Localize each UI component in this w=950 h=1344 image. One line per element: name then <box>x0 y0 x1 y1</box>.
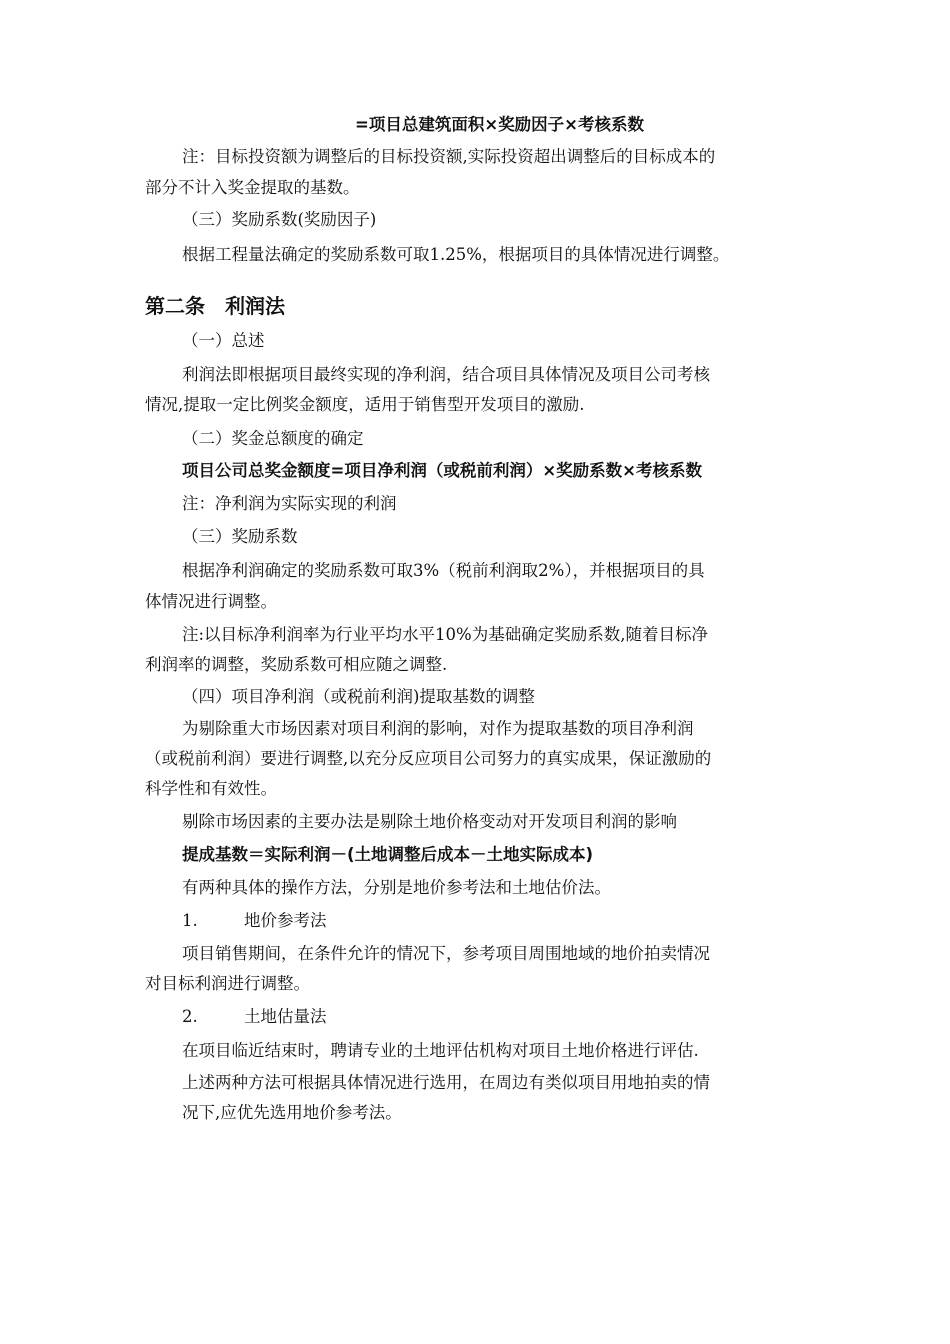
note-1-line-1: 注：目标投资额为调整后的目标投资额,实际投资超出调整后的目标成本的 <box>182 147 716 166</box>
article-2-heading: 第二条 利润法 <box>145 294 285 318</box>
section-3-text: 根据工程量法确定的奖励系数可取1.25%，根据项目的具体情况进行调整。 <box>182 245 730 264</box>
part-3-line-2: 体情况进行调整。 <box>145 592 277 611</box>
part-1-line-1: 利润法即根据项目最终实现的净利润，结合项目具体情况及项目公司考核 <box>182 365 710 384</box>
closing-line-2: 况下,应优先选用地价参考法。 <box>182 1103 402 1122</box>
note-1-line-2: 部分不计入奖金提取的基数。 <box>145 178 360 197</box>
section-3-title: （三）奖励系数(奖励因子) <box>182 210 377 229</box>
method-1-line-2: 对目标利润进行调整。 <box>145 974 310 993</box>
part-4-line-2: （或税前利润）要进行调整,以充分反应项目公司努力的真实成果，保证激励的 <box>145 749 712 768</box>
method-1-line-1: 项目销售期间，在条件允许的情况下，参考项目周围地域的地价拍卖情况 <box>182 944 710 963</box>
closing-line-1: 上述两种方法可根据具体情况进行选用，在周边有类似项目用地拍卖的情 <box>182 1073 710 1092</box>
method-1-title: 地价参考法 <box>244 911 327 930</box>
method-2-line-1: 在项目临近结束时，聘请专业的土地评估机构对项目土地价格进行评估. <box>182 1041 699 1060</box>
method-2-title: 土地估量法 <box>244 1007 327 1026</box>
part-4-formula: 提成基数＝实际利润－(土地调整后成本－土地实际成本) <box>182 845 594 864</box>
part-3-note-line-1: 注:以目标净利润率为行业平均水平10%为基础确定奖励系数,随着目标净 <box>182 625 708 644</box>
formula-top: =项目总建筑面积×奖励因子×考核系数 <box>355 115 644 134</box>
method-1-number: 1. <box>182 911 198 930</box>
part-3-note-line-2: 利润率的调整，奖励系数可相应随之调整. <box>145 655 448 674</box>
part-4-line-5: 有两种具体的操作方法，分别是地价参考法和土地估价法。 <box>182 878 611 897</box>
method-2-title-row <box>182 1002 847 1032</box>
part-3-line-1: 根据净利润确定的奖励系数可取3%（税前利润取2%），并根据项目的具 <box>182 561 705 580</box>
part-4-line-4: 剔除市场因素的主要办法是剔除土地价格变动对开发项目利润的影响 <box>182 812 677 831</box>
part-1-line-2: 情况,提取一定比例奖金额度，适用于销售型开发项目的激励. <box>145 395 585 414</box>
part-2-title: （二）奖金总额度的确定 <box>182 429 364 448</box>
part-1-title: （一）总述 <box>182 331 265 350</box>
part-3-title: （三）奖励系数 <box>182 527 298 546</box>
part-2-formula: 项目公司总奖金额度=项目净利润（或税前利润）×奖励系数×考核系数 <box>182 461 702 480</box>
part-4-title: （四）项目净利润（或税前利润)提取基数的调整 <box>182 687 535 706</box>
part-4-line-1: 为剔除重大市场因素对项目利润的影响，对作为提取基数的项目净利润 <box>182 719 694 738</box>
method-2-number: 2. <box>182 1007 198 1026</box>
method-1-title-row <box>182 906 847 936</box>
part-2-note: 注：净利润为实际实现的利润 <box>182 494 397 513</box>
part-4-line-3: 科学性和有效性。 <box>145 779 277 798</box>
